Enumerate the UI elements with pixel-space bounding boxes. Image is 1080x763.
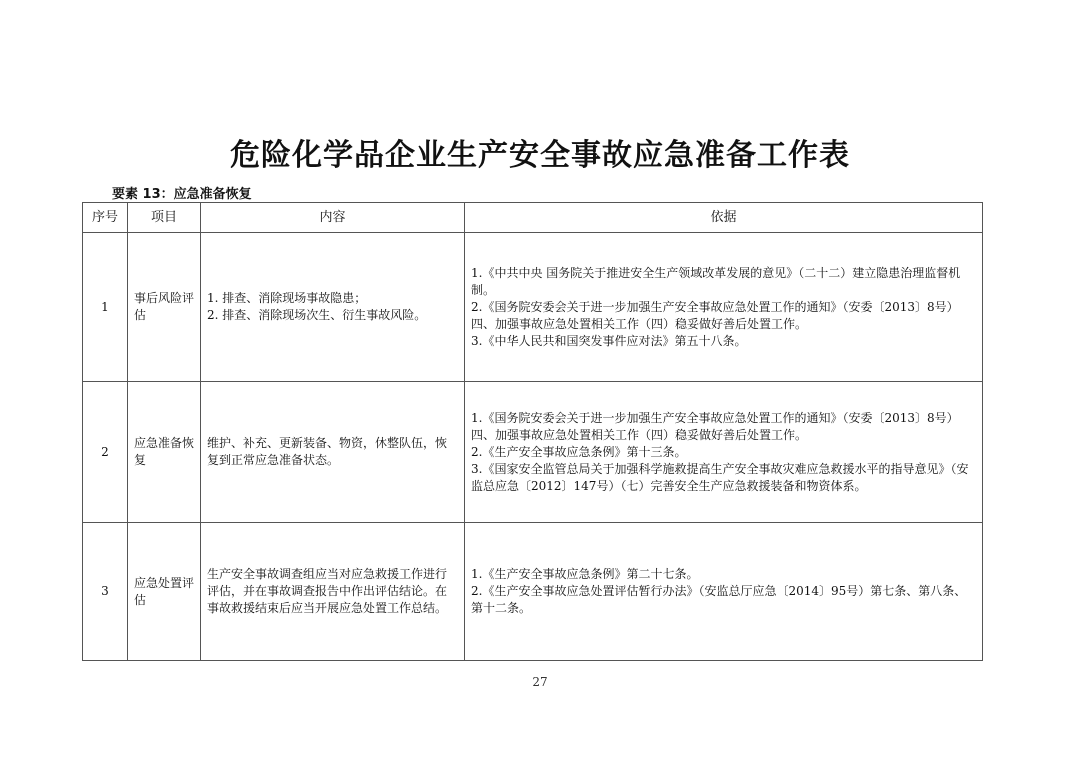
- content-line: 生产安全事故调查组应当对应急救援工作进行评估，并在事故调查报告中作出评估结论。在事故救援结束后应当开展应急处置工作总结。: [207, 567, 448, 615]
- cell-item: 应急准备恢复: [128, 382, 201, 523]
- page-number: 27: [532, 675, 548, 689]
- header-no: 序号: [83, 203, 128, 233]
- cell-basis: [465, 382, 983, 523]
- header-item: 项目: [128, 203, 201, 233]
- header-basis: 依据: [465, 203, 983, 233]
- cell-basis: [465, 523, 983, 661]
- cell-item: 事后风险评估: [128, 233, 201, 382]
- table-header-row: [83, 203, 983, 233]
- basis-line: 2.《生产安全事故应急处置评估暂行办法》（安监总厅应急〔2014〕95号）第七条、第八条、第十二条。: [471, 584, 967, 615]
- element-subtitle: 要素 13：应急准备恢复: [112, 187, 252, 202]
- cell-no: 3: [83, 523, 128, 661]
- cell-item: 应急处置评估: [128, 523, 201, 661]
- basis-line: 3.《中华人民共和国突发事件应对法》第五十八条。: [471, 333, 747, 348]
- cell-basis: [465, 233, 983, 382]
- basis-line: 1.《国务院安委会关于进一步加强生产安全事故应急处置工作的通知》（安委〔2013〕8号）四、加强事故应急处置相关工作（四）稳妥做好善后处置工作。: [471, 410, 959, 442]
- basis-line: 2.《国务院安委会关于进一步加强生产安全事故应急处置工作的通知》（安委〔2013〕8号）四、加强事故应急处置相关工作（四）稳妥做好善后处置工作。: [471, 299, 959, 331]
- content-line: 1. 排查、消除现场事故隐患；: [207, 291, 367, 305]
- basis-line: 3.《国家安全监管总局关于加强科学施救提高生产安全事故灾难应急救援水平的指导意见》（安监总应急〔2012〕147号）（七）完善安全生产应急救援装备和物资体系。: [471, 461, 969, 493]
- preparation-table: [82, 202, 983, 661]
- cell-content: [201, 382, 465, 523]
- cell-no: 2: [83, 382, 128, 523]
- basis-line: 2.《生产安全事故应急条例》第十三条。: [471, 444, 687, 459]
- content-line: 维护、补充、更新装备、物资，休整队伍，恢复到正常应急准备状态。: [207, 436, 448, 467]
- cell-content: [201, 523, 465, 661]
- basis-line: 1.《生产安全事故应急条例》第二十七条。: [471, 567, 699, 581]
- header-content: 内容: [201, 203, 465, 233]
- cell-content: [201, 233, 465, 382]
- cell-no: 1: [83, 233, 128, 382]
- table-row: [83, 233, 983, 382]
- page-title: 危险化学品企业生产安全事故应急准备工作表: [230, 138, 850, 173]
- table-row: [83, 523, 983, 661]
- table-row: [83, 382, 983, 523]
- basis-line: 1.《中共中央 国务院关于推进安全生产领域改革发展的意见》（二十二）建立隐患治理监督机制。: [471, 265, 961, 297]
- content-line: 2. 排查、消除现场次生、衍生事故风险。: [207, 308, 427, 322]
